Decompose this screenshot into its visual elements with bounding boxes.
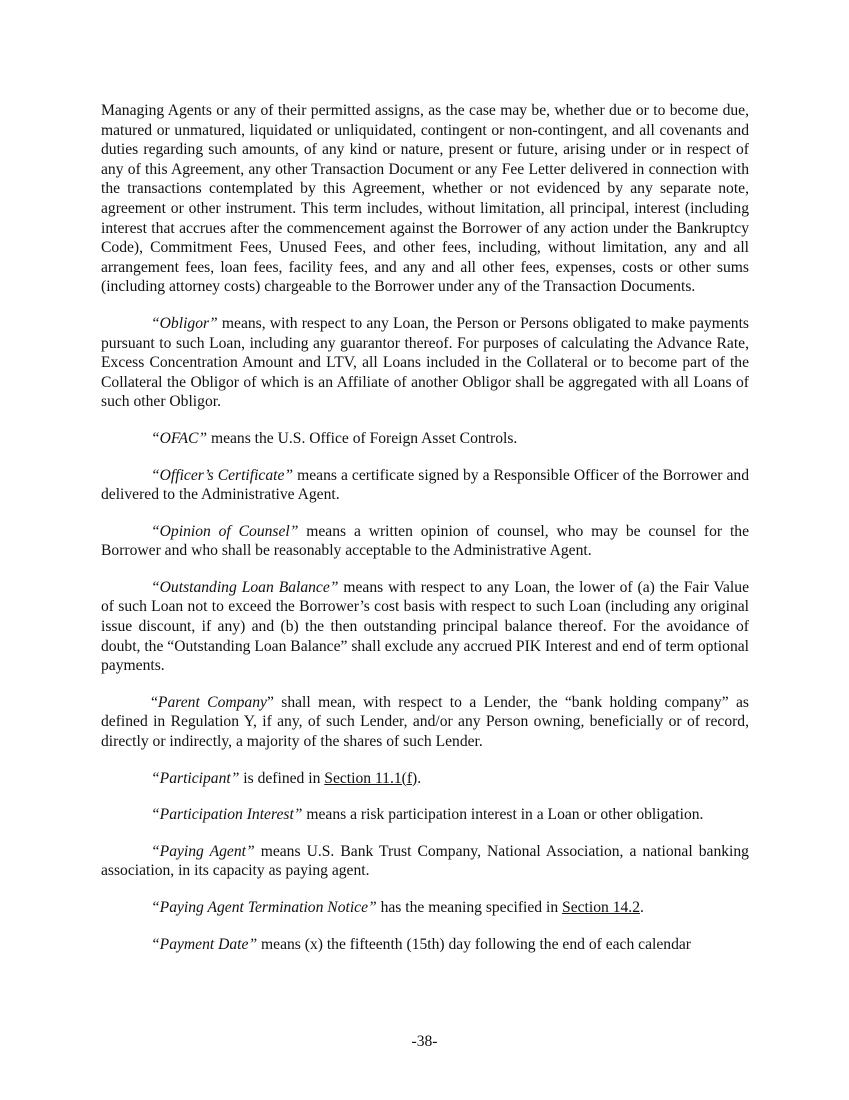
defined-term: “Obligor” (151, 314, 218, 332)
open-quote: “ (151, 693, 158, 711)
defined-term: “Outstanding Loan Balance” (151, 578, 339, 596)
definition-ofac (101, 429, 749, 449)
definition-tail: . (640, 899, 644, 916)
definition-officers-certificate (101, 466, 749, 505)
page-number: -38- (411, 1033, 438, 1050)
definition-text: means with respect to any Loan, the lower of (a) the Fair Value of such Loan not to exceed the Borrower’s cost basis with respect to such Loan (including any original issue discount, if any) and (b) the then outstanding principal balance thereof. For the avoidance of doubt, the “Outstanding Loan Balance” shall exclude any accrued PIK Interest and end of term optional payments. (101, 578, 749, 675)
definition-text: means the U.S. Office of Foreign Asset Controls. (207, 429, 518, 447)
body-text (101, 101, 749, 971)
definition-text: means (x) the fifteenth (15th) day following the end of each calendar (257, 935, 691, 953)
definition-paying-agent (101, 842, 749, 881)
defined-term: Parent Company (157, 693, 267, 711)
definition-participation-interest (101, 805, 749, 825)
definition-paying-agent-termination-notice (101, 898, 749, 918)
definition-text: means a risk participation interest in a Loan or other obligation. (302, 806, 704, 824)
defined-term: “Participant” (151, 769, 240, 787)
definition-outstanding-loan-balance (101, 578, 749, 676)
section-reference-link[interactable]: Section 14.2 (562, 899, 640, 916)
continuation-paragraph: Managing Agents or any of their permitted assigns, as the case may be, whether due or to become due, matured or unmatured, liquidated or unliquidated, contingent or non-contingent, and all covenants and duties regarding such amounts, of any kind or nature, present or future, arising under or in respect of any of this Agreement, any other Transaction Document or any Fee Letter delivered in connection with the transactions contemplated by this Agreement, whether or not evidenced by any separate note, agreement or other instrument. This term includes, without limitation, all principal, interest (including interest that accrues after the commencement against the Borrower of any action under the Bankruptcy Code), Commitment Fees, Unused Fees, and other fees, including, without limitation, any and all arrangement fees, loan fees, facility fees, and any and all other fees, expenses, costs or other sums (including attorney costs) chargeable to the Borrower under any of the Transaction Documents. (101, 102, 749, 296)
definition-obligor (101, 314, 749, 412)
section-reference-link[interactable]: Section 11.1(f) (324, 769, 418, 787)
definition-parent-company (101, 693, 749, 752)
definition-text: is defined in (239, 769, 325, 787)
defined-term: “Officer’s Certificate” (151, 466, 294, 484)
definition-text: means, with respect to any Loan, the Person or Persons obligated to make payments pursuant to such Loan, including any guarantor thereof. For purposes of calculating the Advance Rate, Excess Concentration Amount and LTV, all Loans included in the Collateral or to become part of the Collateral the Obligor of which is an Affiliate of another Obligor shall be aggregated with all Loans of such other Obligor. (101, 314, 749, 411)
defined-term: “Opinion of Counsel” (151, 522, 299, 540)
definition-text: ” shall mean, with respect to a Lender, the “bank holding company” as defined in Regulation Y, if any, of such Lender, and/or any Person owning, beneficially or of record, directly or indirectly, a majority of the shares of such Lender. (101, 693, 749, 751)
defined-term: “Payment Date” (151, 935, 258, 953)
definition-payment-date (101, 935, 749, 955)
definition-text: means U.S. Bank Trust Company, National Association, a national banking association, in its capacity as paying agent. (101, 842, 749, 880)
definition-text: has the meaning specified in (376, 899, 563, 916)
definition-text: means a certificate signed by a Responsible Officer of the Borrower and delivered to the Administrative Agent. (101, 466, 750, 504)
definition-opinion-of-counsel (101, 522, 749, 561)
definition-participant (101, 769, 749, 789)
definition-tail: . (417, 769, 422, 787)
definition-text: means a written opinion of counsel, who may be counsel for the Borrower and who shall be reasonably acceptable to the Administrative Agent. (101, 522, 749, 560)
defined-term: “Paying Agent” (151, 842, 255, 860)
defined-term: “Participation Interest” (151, 806, 303, 824)
defined-term: “Paying Agent Termination Notice” (151, 899, 377, 916)
defined-term: “OFAC” (151, 429, 208, 447)
